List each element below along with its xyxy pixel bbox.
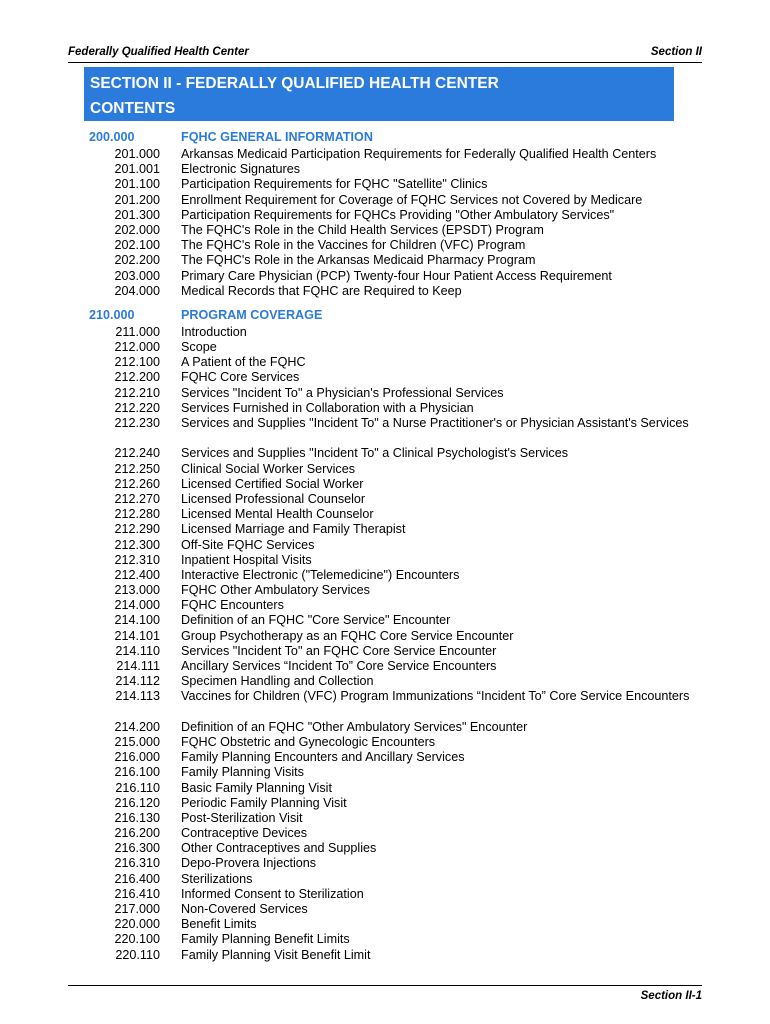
toc-entry-title: Other Contraceptives and Supplies <box>181 841 377 856</box>
toc-entry[interactable] <box>0 386 770 401</box>
toc-entry-title: Non-Covered Services <box>181 902 308 917</box>
toc-entry-number: 214.112 <box>115 674 160 689</box>
toc-entry-number: 214.110 <box>115 643 160 658</box>
toc-section-number: 200.000 <box>89 130 135 144</box>
toc-entry-number: 216.110 <box>115 780 160 795</box>
toc-entry-title: Licensed Certified Social Worker <box>181 476 364 491</box>
toc-entry-title: Family Planning Encounters and Ancillary Services <box>181 750 465 765</box>
toc-entry[interactable] <box>0 162 770 177</box>
toc-entry-number: 216.130 <box>114 810 160 825</box>
toc-entry-title: A Patient of the FQHC <box>181 355 306 370</box>
toc-entry-number: 212.210 <box>114 385 160 400</box>
toc-section <box>0 308 770 963</box>
toc-entry[interactable] <box>0 238 770 253</box>
toc-entry-number: 216.310 <box>114 856 160 871</box>
toc-entry-number: 202.200 <box>114 253 160 268</box>
toc-entry[interactable] <box>0 147 770 162</box>
toc-entry-title: Group Psychotherapy as an FQHC Core Service Encounter <box>181 628 514 643</box>
toc-entry[interactable] <box>0 522 770 537</box>
toc-entry-title: Informed Consent to Sterilization <box>181 886 364 901</box>
toc-entry-number: 213.000 <box>114 583 160 598</box>
toc-entry-title: Sterilizations <box>181 871 253 886</box>
toc-entry-title: Services and Supplies "Incident To" a Nurse Practitioner's or Physician Assistant's Services <box>181 416 689 430</box>
toc-entry-title: FQHC Other Ambulatory Services <box>181 583 370 598</box>
toc-entry-title: Basic Family Planning Visit <box>181 780 332 795</box>
toc-entry-title: Introduction <box>181 324 247 339</box>
toc-entry[interactable] <box>0 917 770 932</box>
toc-entry-title: The FQHC's Role in the Child Health Services (EPSDT) Program <box>181 222 544 237</box>
toc-entry-title: Interactive Electronic ("Telemedicine") Encounters <box>181 567 460 582</box>
toc-section-heading[interactable] <box>0 308 770 325</box>
toc-entry-number: 212.280 <box>114 507 160 522</box>
toc-entry[interactable] <box>0 492 770 507</box>
toc-entry-title: Participation Requirements for FQHC "Satellite" Clinics <box>181 177 488 192</box>
toc-entry-title: Scope <box>181 340 217 355</box>
toc-entry-title: Contraceptive Devices <box>181 826 307 841</box>
toc-entry-number: 220.100 <box>114 932 160 947</box>
toc-entry-title: Licensed Professional Counselor <box>181 491 366 506</box>
toc-entry[interactable] <box>0 750 770 765</box>
toc-entry[interactable] <box>0 446 770 461</box>
toc-entry-title: Primary Care Physician (PCP) Twenty-four Hour Patient Access Requirement <box>181 268 612 283</box>
toc-entry[interactable] <box>0 568 770 583</box>
toc-entry[interactable] <box>0 811 770 826</box>
toc-entry-title: Arkansas Medicaid Participation Requirements for Federally Qualified Health Centers <box>181 147 657 161</box>
toc-entry-number: 201.001 <box>114 162 160 177</box>
toc-entry-title: Off-Site FQHC Services <box>181 537 315 552</box>
toc-entry-title: Family Planning Visit Benefit Limit <box>181 947 371 962</box>
toc-entry-number: 212.200 <box>114 370 160 385</box>
toc-entry[interactable] <box>0 370 770 385</box>
toc-entry[interactable] <box>0 538 770 553</box>
toc-entry-number: 202.100 <box>114 238 160 253</box>
toc-entry-number: 216.410 <box>114 886 160 901</box>
toc-entry-title: FQHC Core Services <box>181 370 300 385</box>
toc-entry[interactable] <box>0 462 770 477</box>
toc-entry-title: Ancillary Services “Incident To” Core Service Encounters <box>181 659 497 674</box>
table-of-contents <box>0 130 770 972</box>
toc-entry-number: 214.100 <box>114 613 160 628</box>
toc-entry-number: 212.300 <box>114 537 160 552</box>
toc-entry-title: Licensed Mental Health Counselor <box>181 507 374 522</box>
toc-entry[interactable] <box>0 796 770 811</box>
toc-entry-number: 216.100 <box>114 765 160 780</box>
toc-entry[interactable] <box>0 781 770 796</box>
toc-entry[interactable] <box>0 355 770 370</box>
toc-entry-title: Licensed Marriage and Family Therapist <box>181 522 406 537</box>
page-header <box>68 44 702 63</box>
toc-entry[interactable] <box>0 872 770 887</box>
toc-section-number: 210.000 <box>89 307 135 322</box>
toc-entry-title: Services Furnished in Collaboration with a Physician <box>181 400 474 415</box>
toc-entry[interactable] <box>0 340 770 355</box>
page-number: Section II-1 <box>640 990 702 1002</box>
toc-entry-title: Medical Records that FQHC are Required to Keep <box>181 283 462 298</box>
toc-entry-title: Vaccines for Children (VFC) Program Immunizations “Incident To” Core Service Encounters <box>181 689 690 704</box>
toc-entry[interactable] <box>0 208 770 223</box>
toc-entry-number: 201.000 <box>114 147 160 161</box>
toc-entry-title: Definition of an FQHC "Core Service" Encounter <box>181 613 451 628</box>
toc-entry-title: FQHC Encounters <box>181 598 284 613</box>
toc-entry-title: Depo-Provera Injections <box>181 856 317 871</box>
toc-entry-number: 214.101 <box>114 628 160 643</box>
toc-entry-title: Benefit Limits <box>181 917 257 932</box>
toc-entry-number: 212.270 <box>114 491 160 506</box>
toc-entry-number: 214.000 <box>114 598 160 613</box>
toc-section-title: PROGRAM COVERAGE <box>181 307 323 322</box>
toc-entry-number: 212.290 <box>114 522 160 537</box>
toc-entry[interactable] <box>0 416 770 446</box>
toc-entry-title: Services and Supplies "Incident To" a Clinical Psychologist's Services <box>181 446 569 461</box>
toc-entry-number: 203.000 <box>114 268 160 283</box>
toc-entry-number: 211.000 <box>115 324 160 339</box>
toc-entry-number: 212.250 <box>114 461 160 476</box>
toc-entry-number: 212.240 <box>114 446 160 461</box>
toc-entry-number: 212.260 <box>114 476 160 491</box>
toc-entry-title: FQHC Obstetric and Gynecologic Encounters <box>181 734 436 749</box>
toc-entry[interactable] <box>0 284 770 299</box>
header-right-text: Section II <box>650 46 702 58</box>
toc-entry-number: 202.000 <box>114 222 160 237</box>
toc-entry[interactable] <box>0 765 770 780</box>
toc-entry[interactable] <box>0 477 770 492</box>
toc-section-heading[interactable] <box>0 130 770 147</box>
toc-entry[interactable] <box>0 598 770 613</box>
toc-entry[interactable] <box>0 325 770 340</box>
toc-entry-title: Post-Sterilization Visit <box>181 810 303 825</box>
toc-entry-number: 212.400 <box>114 567 160 582</box>
toc-section <box>0 130 770 299</box>
section-banner <box>84 67 674 121</box>
toc-entry-title: Periodic Family Planning Visit <box>181 795 347 810</box>
toc-entry-number: 204.000 <box>114 283 160 298</box>
toc-entry-title: Services "Incident To" an FQHC Core Service Encounter <box>181 643 497 658</box>
toc-entry[interactable] <box>0 720 770 735</box>
toc-entry[interactable] <box>0 553 770 568</box>
toc-entry-number: 214.111 <box>116 659 160 674</box>
toc-entry[interactable] <box>0 856 770 871</box>
toc-entry-title: Enrollment Requirement for Coverage of FQHC Services not Covered by Medicare <box>181 192 643 207</box>
toc-entry[interactable] <box>0 401 770 416</box>
toc-entry-number: 217.000 <box>114 902 160 917</box>
toc-entry-number: 212.230 <box>114 416 160 430</box>
toc-entry[interactable] <box>0 948 770 963</box>
toc-entry[interactable] <box>0 177 770 192</box>
toc-entry-number: 220.000 <box>114 917 160 932</box>
toc-entry-title: Specimen Handling and Collection <box>181 674 374 689</box>
toc-entry-number: 212.100 <box>114 355 160 370</box>
section-title: SECTION II - FEDERALLY QUALIFIED HEALTH CENTER <box>90 75 499 92</box>
toc-entry-title: The FQHC's Role in the Arkansas Medicaid Pharmacy Program <box>181 253 536 268</box>
header-left-text: Federally Qualified Health Center <box>68 46 249 58</box>
toc-entry[interactable] <box>0 689 770 719</box>
toc-entry-number: 216.000 <box>114 750 160 765</box>
contents-heading: CONTENTS <box>90 100 176 117</box>
toc-entry-title: Family Planning Benefit Limits <box>181 932 350 947</box>
toc-entry-number: 201.100 <box>114 177 160 192</box>
toc-entry-number: 212.310 <box>114 552 160 567</box>
toc-entry[interactable] <box>0 193 770 208</box>
toc-entry-title: Participation Requirements for FQHCs Providing "Other Ambulatory Services" <box>181 207 615 222</box>
toc-entry[interactable] <box>0 269 770 284</box>
toc-entry-number: 216.120 <box>114 795 160 810</box>
toc-entry-number: 215.000 <box>114 734 160 749</box>
page-footer <box>68 985 702 1002</box>
toc-entry[interactable] <box>0 629 770 644</box>
toc-entry-number: 216.400 <box>114 871 160 886</box>
toc-entry[interactable] <box>0 932 770 947</box>
toc-entry[interactable] <box>0 644 770 659</box>
toc-entry[interactable] <box>0 253 770 268</box>
toc-entry[interactable] <box>0 659 770 674</box>
toc-entry[interactable] <box>0 887 770 902</box>
toc-entry[interactable] <box>0 674 770 689</box>
toc-entry-title: Inpatient Hospital Visits <box>181 552 312 567</box>
toc-entry[interactable] <box>0 735 770 750</box>
toc-entry[interactable] <box>0 826 770 841</box>
toc-entry[interactable] <box>0 583 770 598</box>
toc-entry-title: Electronic Signatures <box>181 162 301 177</box>
toc-entry-number: 201.200 <box>114 192 160 207</box>
toc-section-title: FQHC GENERAL INFORMATION <box>181 130 373 144</box>
toc-entry-number: 220.110 <box>115 947 160 962</box>
toc-entry-number: 216.200 <box>114 826 160 841</box>
toc-entry[interactable] <box>0 613 770 628</box>
toc-entry-number: 214.113 <box>115 689 160 704</box>
toc-entry[interactable] <box>0 507 770 522</box>
toc-entry-title: The FQHC's Role in the Vaccines for Children (VFC) Program <box>181 238 526 253</box>
toc-entry[interactable] <box>0 902 770 917</box>
toc-entry-number: 201.300 <box>114 207 160 222</box>
toc-entry-title: Clinical Social Worker Services <box>181 461 356 476</box>
toc-entry[interactable] <box>0 841 770 856</box>
toc-entry[interactable] <box>0 223 770 238</box>
toc-entry-number: 216.300 <box>114 841 160 856</box>
toc-entry-title: Family Planning Visits <box>181 765 304 780</box>
toc-entry-number: 212.000 <box>114 340 160 355</box>
toc-entry-title: Services "Incident To" a Physician's Professional Services <box>181 385 504 400</box>
toc-entry-number: 212.220 <box>114 400 160 415</box>
toc-entry-number: 214.200 <box>114 719 160 734</box>
toc-entry-title: Definition of an FQHC "Other Ambulatory Services" Encounter <box>181 719 528 734</box>
